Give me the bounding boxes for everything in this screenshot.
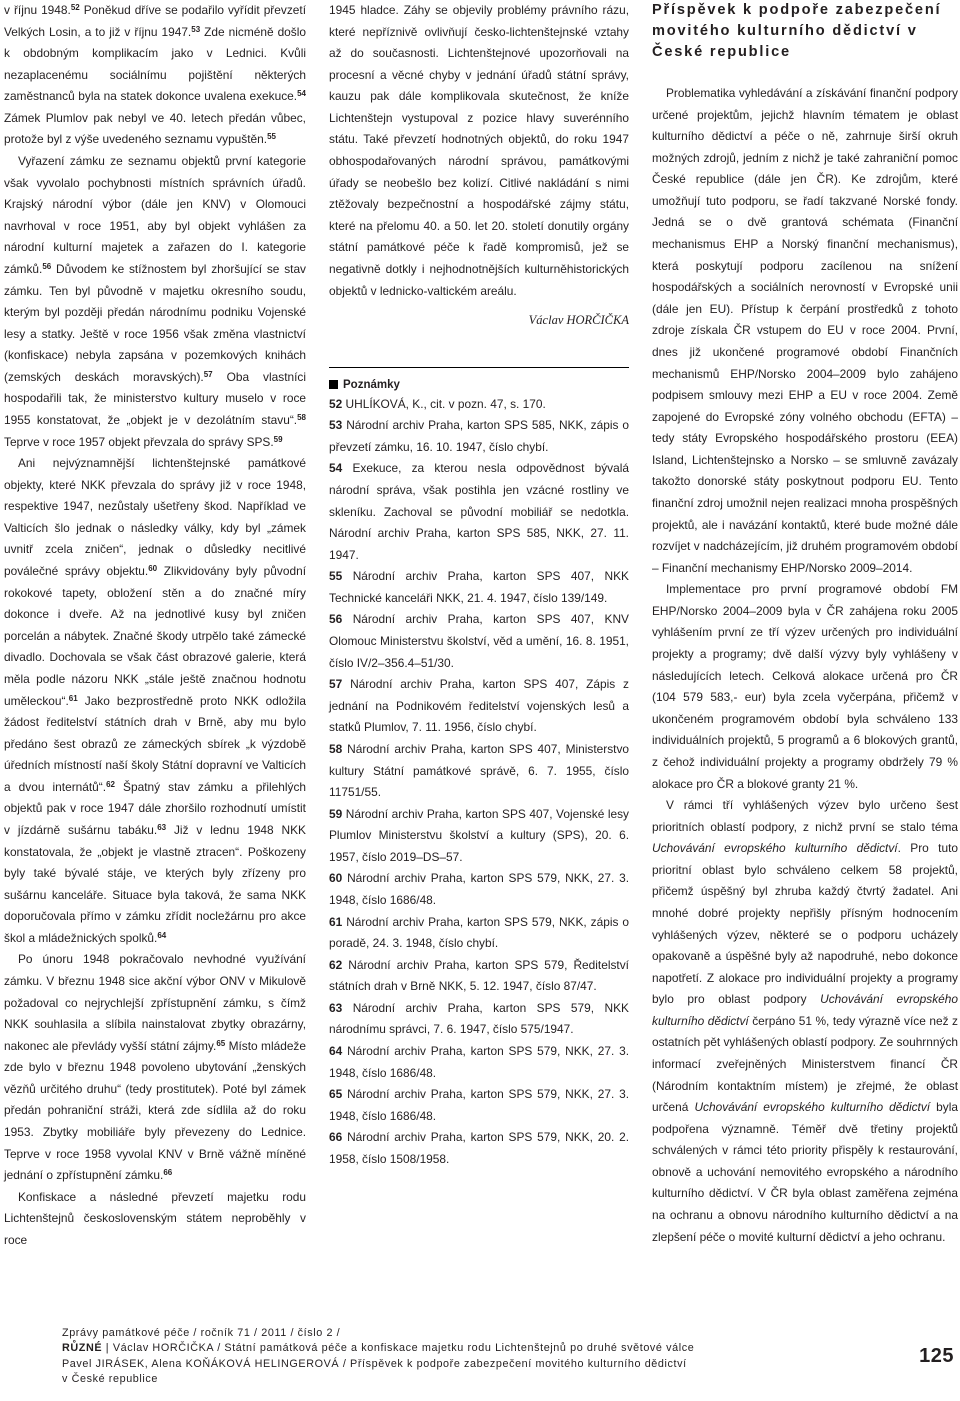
footnote-item	[329, 1084, 629, 1127]
footnote-number: 52	[329, 396, 343, 411]
article-paragraph	[4, 453, 306, 949]
text-run: Zde nicméně došlo k obdobným komplikacím jako v Lednici. Kvůli nezaplacenému sociálnímu pojištění některých zaměstnanců byla na statek dokonce uvalena exekuce.	[4, 24, 306, 104]
section-label: RŮZNÉ	[62, 1342, 103, 1355]
text-run: Místo mládeže zde bylo v březnu 1948 povoleno ubytování „ženských vězňů určitého druhu“ (tedy prostitutek). Poté byl zámek předán pohraniční stráži, která zde sídlila až do roku 1953. Zbytky mobiliáře byly převezeny do Lednice. Teprve v roce 1958 vyvolal KNV v Brně vážně míněné jednání o zpřístupnění zámku.	[4, 1038, 306, 1183]
footer-article-1: Václav HORČIČKA / Státní památková péče a konfiskace majetku rodu Lichtenštejnů po druhé světové válce	[112, 1342, 695, 1355]
footnote-item	[329, 1127, 629, 1170]
footnote-text: Národní archiv Praha, karton SPS 407, Zápis z jednání na Podnikovém ředitelství vojenských lesů a statků Plumlov, 7. 11. 1956, číslo chybí.	[329, 677, 629, 735]
footnote-marker: 60	[148, 564, 158, 574]
text-run: Po únoru 1948 pokračovalo nevhodné využívání zámku. V březnu 1948 sice akční výbor ONV v Mikulově požadoval co nejrychlejší zpřístupnění zámku, s čímž NKK souhlasila a slíbila nainstalovat zbytky obrazárny, nakonec ale převlády vyšší státní zájmy.	[4, 952, 306, 1053]
text-run: V rámci tří vyhlášených výzev bylo určeno šest prioritních oblastí podpory, z nichž první se stalo téma	[652, 798, 958, 834]
article-body	[652, 83, 958, 1248]
text-run: čerpáno 51 %, tedy výrazně více než z ostatních pět vyhlášených oblastí podpory. Ze souhrnných informací zveřejněných Ministerstvem financí ČR (Národním kontaktním místem) je zřejmé, že oblast určená	[652, 1013, 958, 1115]
footnote-number: 56	[329, 612, 343, 627]
text-run: Špatný stav zámku a přilehlých objektů pak v roce 1947 dále zhoršilo rozhodnutí umístit v jízdárně sušárnu tabáku.	[4, 779, 306, 837]
text-run: byla podpořena významně. Téměř dvě třetiny projektů schválených v rámci této priority přispěly k restaurování, obnově a uchování nemovitého evropského a národního kulturního dědictví. V ČR byla oblast zaměřena zejména na ochranu a obnovu národního kulturního dědictví a na zlepšení péče o movité kulturní dědictví a jeho ochranu.	[652, 1100, 958, 1244]
footnote-text: Národní archiv Praha, karton SPS 579, NKK, 27. 3. 1948, číslo 1686/48.	[329, 871, 629, 907]
footnote-number: 62	[329, 957, 343, 972]
footnote-number: 61	[329, 914, 343, 929]
text-run: Teprve v roce 1957 objekt převzala do správy SPS.	[4, 434, 274, 449]
footnote-text: Národní archiv Praha, karton SPS 585, NKK, zápis o převzetí zámku, 16. 10. 1947, číslo chybí.	[329, 418, 629, 454]
journal-line: Zprávy památkové péče / ročník 71 / 2011 / číslo 2 /	[62, 1327, 341, 1339]
footnote-item	[329, 1041, 629, 1084]
footnote-marker: 53	[191, 24, 201, 34]
footnote-text: Národní archiv Praha, karton SPS 407, Vojenské lesy Plumlov Ministerstvu školství a kultury (SPS), 20. 6. 1957, číslo 2019–DS–57.	[329, 806, 629, 864]
article-paragraph: 1945 hladce. Záhy se objevily problémy právního rázu, které nepříznivě ovlivňují česko-lichtenštejnské vztahy až do současnosti. Lichtenštejnové upozorňovali na procesní a věcné chyby v jednání úřadů státní správy, kauzu pak dále komplikovala skutečnost, že kníže Lichtenštejn vystupoval z pozice hlavy suverénního státu. Také převzetí hodnotných objektů, do roku 1947 obhospodařovaných národní správou, památkovými úřady se neobešlo bez kolizí. Citlivé nakládání s nimi ztěžovaly bezpečnostní a hospodářské zájmy státu, které na přelomu 40. a 50. let 20. století donutily orgány státní památkové péče k řadě kompromisů, jež se negativně dotkly i nejhodnotnějších kulturněhistorických objektů v lednicko-valtickém areálu.	[329, 3, 629, 298]
footnote-marker: 52	[70, 3, 80, 12]
footnote-item	[329, 609, 629, 674]
footnote-number: 63	[329, 1000, 343, 1015]
footnote-number: 58	[329, 741, 343, 756]
text-run: Problematika vyhledávání a získávání finanční podpory určené projektům, jejichž hlavním tématem je oblast kulturního dědictví a péče o ně, zahrnuje širší okruh možných zdrojů, jedním z nichž je také zahraniční pomoc České republice (dále jen ČR). Ke zdrojům, které umožňují tuto podporu, se řadí takzvané Norské fondy. Jedná se o dvě grantová schémata (Finanční mechanismus EHP a Norský finanční mechanismus), která poskytují podporu zacílenou na snížení hospodářských a sociálních nerovností v Evropské unii (dále jen EU). Přístup k čerpání prostředků z tohoto zdroje získala ČR vstupem do EU v roce 2004. První, dnes již ukončené programové období Finančních mechanismů EHP/Norsko 2004–2009 bylo zahájeno podpisem smlouvy mezi EHP a EU v roce 2004. Země zapojené do Evropské zóny volného obchodu (EFTA) – tedy státy Evropského hospodářského prostoru (EEA) Island, Lichtenštejnsko a Norsko – se smluvně zavázaly takožto donorské státy poskytnout podporu EU. Tento finanční zdroj umožnil nejen realizaci mnoha prospěšných projektů, ale i navázání kontaktů, které bude možné dále rozvíjet v nadcházejícím, již druhém programovém období – Finanční mechanismy EHP/Norsko 2009–2014.	[652, 86, 958, 575]
footnote-text: Národní archiv Praha, karton SPS 579, NKK, zápis o poradě, 24. 3. 1948, číslo chybí.	[329, 914, 629, 951]
footnote-text: Národní archiv Praha, karton SPS 579, NKK, 27. 3. 1948, číslo 1686/48.	[329, 1087, 629, 1123]
footnote-text: Národní archiv Praha, karton SPS 579, NKK, 20. 2. 1958, číslo 1508/1958.	[329, 1130, 629, 1166]
footnote-marker: 55	[267, 132, 276, 142]
article-paragraph	[652, 83, 958, 579]
footnote-number: 55	[329, 569, 343, 584]
article-paragraph	[652, 579, 958, 795]
footnote-item	[329, 868, 629, 911]
footnote-marker: 61	[68, 693, 78, 703]
article-column-1	[4, 0, 306, 1252]
footnote-marker: 66	[163, 1168, 173, 1178]
footnote-item	[329, 394, 629, 416]
italic-text: Uchovávání evropského kulturního dědictví	[694, 1100, 931, 1115]
footnote-marker: 59	[273, 434, 283, 444]
footnote-text: Národní archiv Praha, karton SPS 579, NKK národnímu správci, 7. 6. 1947, číslo 575/1947.	[329, 1000, 629, 1037]
article-column-3	[652, 0, 958, 1248]
article-paragraph	[4, 1187, 306, 1252]
text-run: Již v lednu 1948 NKK konstatovala, že „objekt je vlastně ztracen“. Poškozeny byly také bývalé stáje, ve kterých byly zřízeny pro sušárnu kanceláře. Situace byla taková, že sama NKK doporučovala přímo v zámku zřídit nocležárnu pro akce škol a mládežnických spolků.	[4, 822, 306, 945]
footnote-item	[329, 739, 629, 804]
footnote-item	[329, 955, 629, 998]
footnote-number: 54	[329, 461, 343, 476]
footnote-marker: 56	[42, 261, 52, 271]
text-run: Jako bezprostředně proto NKK odložila žádost ředitelství státních drah v Brně, aby mu bylo předáno šest obrazů ze zámeckých sbírek „k výzdobě úředních místností naší školy Státní dopravní ve Valticích a dvou internátů“.	[4, 693, 306, 794]
footnote-text: UHLÍKOVÁ, K., cit. v pozn. 47, s. 170.	[342, 396, 546, 411]
article-paragraph	[652, 795, 958, 1248]
footnote-item	[329, 458, 629, 566]
text-run: v říjnu 1948.	[4, 3, 71, 17]
footer-article-line-1: RŮZNÉ | Václav HORČIČKA / Státní památková péče a konfiskace majetku rodu Lichtenštejnů po druhé světové válce	[62, 1342, 695, 1355]
text-run: Zámek Plumlov pak nebyl ve 40. letech předán vůbec, protože byl z výše uvedeného seznamu vypuštěn.	[4, 110, 306, 147]
footnote-text: Národní archiv Praha, karton SPS 407, Ministerstvo kultury Státní památkové správě, 6. 7. 1955, číslo 11751/55.	[329, 741, 629, 800]
article-paragraph	[4, 0, 306, 151]
notes-list	[329, 394, 629, 1171]
notes-heading	[329, 376, 629, 394]
footnote-item	[329, 415, 629, 458]
author-signature: Václav HORČIČKA	[528, 313, 629, 328]
footnote-number: 66	[329, 1130, 343, 1145]
text-run: Vyřazení zámku ze seznamu objektů první kategorie však vyvolalo pochybnosti místních správních úřadů. Krajský národní výbor (dále jen KNV) v Olomouci navrhoval v roce 1951, aby byl objekt vyhlášen za národní kulturní majetek a zařazen do I. kategorie zámků.	[4, 154, 306, 276]
page-footer	[62, 1326, 892, 1387]
notes-heading-label: Poznámky	[343, 378, 400, 391]
footnote-text: Národní archiv Praha, karton SPS 579, NKK, 27. 3. 1948, číslo 1686/48.	[329, 1044, 629, 1080]
footnote-number: 60	[329, 871, 343, 886]
footnote-text: Národní archiv Praha, karton SPS 579, Ředitelství státních drah v Brně NKK, 5. 12. 1947, číslo 87/47.	[329, 957, 629, 994]
footnote-marker: 54	[297, 89, 306, 99]
footnote-marker: 65	[216, 1038, 226, 1048]
text-run: Poněkud dříve se podařilo vyřídit převzetí Velkých Losin, a to již v říjnu 1947.	[4, 3, 306, 39]
footnote-number: 65	[329, 1087, 343, 1102]
footnote-marker: 57	[203, 369, 213, 379]
footnote-item	[329, 804, 629, 869]
text-run: Konfiskace a následné převzetí majetku rodu Lichtenštejnů československým státem neproběhly v roce	[4, 1189, 306, 1247]
text-run: Implementace pro první programové období FM EHP/Norsko 2004–2009 byla v ČR zahájena roku 2005 vyhlášením první ze tří výzev určených pro individuální projekty a programy; dvě další výzvy byly vyhlášeny v následujících letech. Celková alokace určená pro ČR (104 579 583,- eur) byla zcela vyčerpána, přičemž v ukončeném programovém období byla schváleno 133 individuálních projektů, 5 programů a 6 blokových grantů, z čehož individuální projekty a programy obdržely 79 % alokace pro ČR a blokové granty 21 %.	[652, 582, 958, 791]
footnote-marker: 58	[297, 412, 306, 422]
footnote-text: Exekuce, za kterou nesla odpovědnost bývalá národní správa, však postihla jen vzácné rostliny ve skleníku. Zachoval se původní mobiliář se nedotkla. Národní archiv Praha, karton SPS 585, NKK, 27. 11. 1947.	[329, 461, 629, 562]
footnote-marker: 64	[157, 930, 167, 940]
footnote-marker: 62	[106, 779, 115, 789]
footnote-text: Národní archiv Praha, karton SPS 407, NKK Technické kanceláři NKK, 21. 4. 1947, číslo 139/149.	[329, 569, 629, 605]
text-run: Důvodem ke stížnostem byl zhoršující se stav zámku. Ten byl původně v majetku okresního soudu, kterým byl později předán národnímu podniku Vojenské lesy a statky. Ještě v roce 1956 však změna vlastnictví (konfiskace) nebyla zapsána v pozemkových knihách (zemských deskách moravských).	[4, 261, 306, 384]
footnote-item	[329, 912, 629, 955]
text-run: . Pro tuto prioritní oblast bylo schváleno celkem 58 projektů, přičemž úspěšný byl zhruba každý čtvrtý žadatel. Ani mnohé dobré projekty nepřišly přísným hodnocením vyhlášených výzev, některé se o podporu ucházely opakovaně a úspěšné byly až napodruhé, nebo dokonce napotřetí. Z alokace pro individuální projekty a programy bylo pro oblast podpory	[652, 841, 959, 1007]
article-column-2	[329, 0, 629, 1170]
footnote-marker: 63	[157, 822, 167, 832]
article-paragraph	[4, 151, 306, 453]
text-run: Ani nejvýznamnější lichtenštejnské památkové objekty, které NKK převzala do správy již v roce 1948, respektive 1947, nezůstaly ušetřeny škod. Například ve Valticích šlo jednak o následky války, kdy byl „zámek uvnitř zcela zničen“, jednak o důsledky necitlivé poválečné správy objektu.	[4, 456, 306, 579]
article-title: Příspěvek k podpoře zabezpečení movitého kulturního dědictví v České republice	[652, 2, 942, 60]
footnote-item	[329, 998, 629, 1041]
footnote-number: 53	[329, 418, 343, 433]
footnote-number: 57	[329, 677, 343, 692]
footnote-number: 59	[329, 806, 343, 821]
text-run: Oba vlastníci hospodařili tak, že ministerstvo kultury muselo v roce 1955 konstatovat, že „objekt je v dezolátním stavu“.	[4, 369, 306, 427]
page-number: 125	[919, 1345, 954, 1367]
footnote-text: Národní archiv Praha, karton SPS 407, KNV Olomouc Ministerstvu školství, věd a umění, 16. 8. 1951, číslo IV/2–356.4–51/30.	[329, 612, 629, 670]
footnote-number: 64	[329, 1044, 343, 1059]
square-bullet-icon	[329, 380, 338, 389]
text-run: Zlikvidovány byly původní rokokové tapety, obložení stěn a do značné míry dokonce i dveře. Až na jednotlivé kusy byl zničen porcelán a nábytek. Značné škody utrpělo také zámecké divadlo. Dochovala se však část obrazové galerie, která měla podle názoru NKK „stále ještě značnou hodnotu uměleckou“.	[4, 564, 306, 708]
footer-article-line-3: v České republice	[62, 1372, 159, 1385]
notes-divider	[329, 367, 629, 368]
footnote-item	[329, 566, 629, 609]
footer-article-line-2: Pavel JIRÁSEK, Alena KOŇÁKOVÁ HELINGEROVÁ / Příspěvek k podpoře zabezpečení movitého kulturního dědictví	[62, 1357, 687, 1370]
footnote-item	[329, 674, 629, 739]
article-paragraph	[4, 949, 306, 1186]
italic-text: Uchovávání evropského kulturního dědictví	[652, 841, 898, 856]
italic-text: Uchovávání evropského kulturního dědictví	[652, 992, 958, 1028]
